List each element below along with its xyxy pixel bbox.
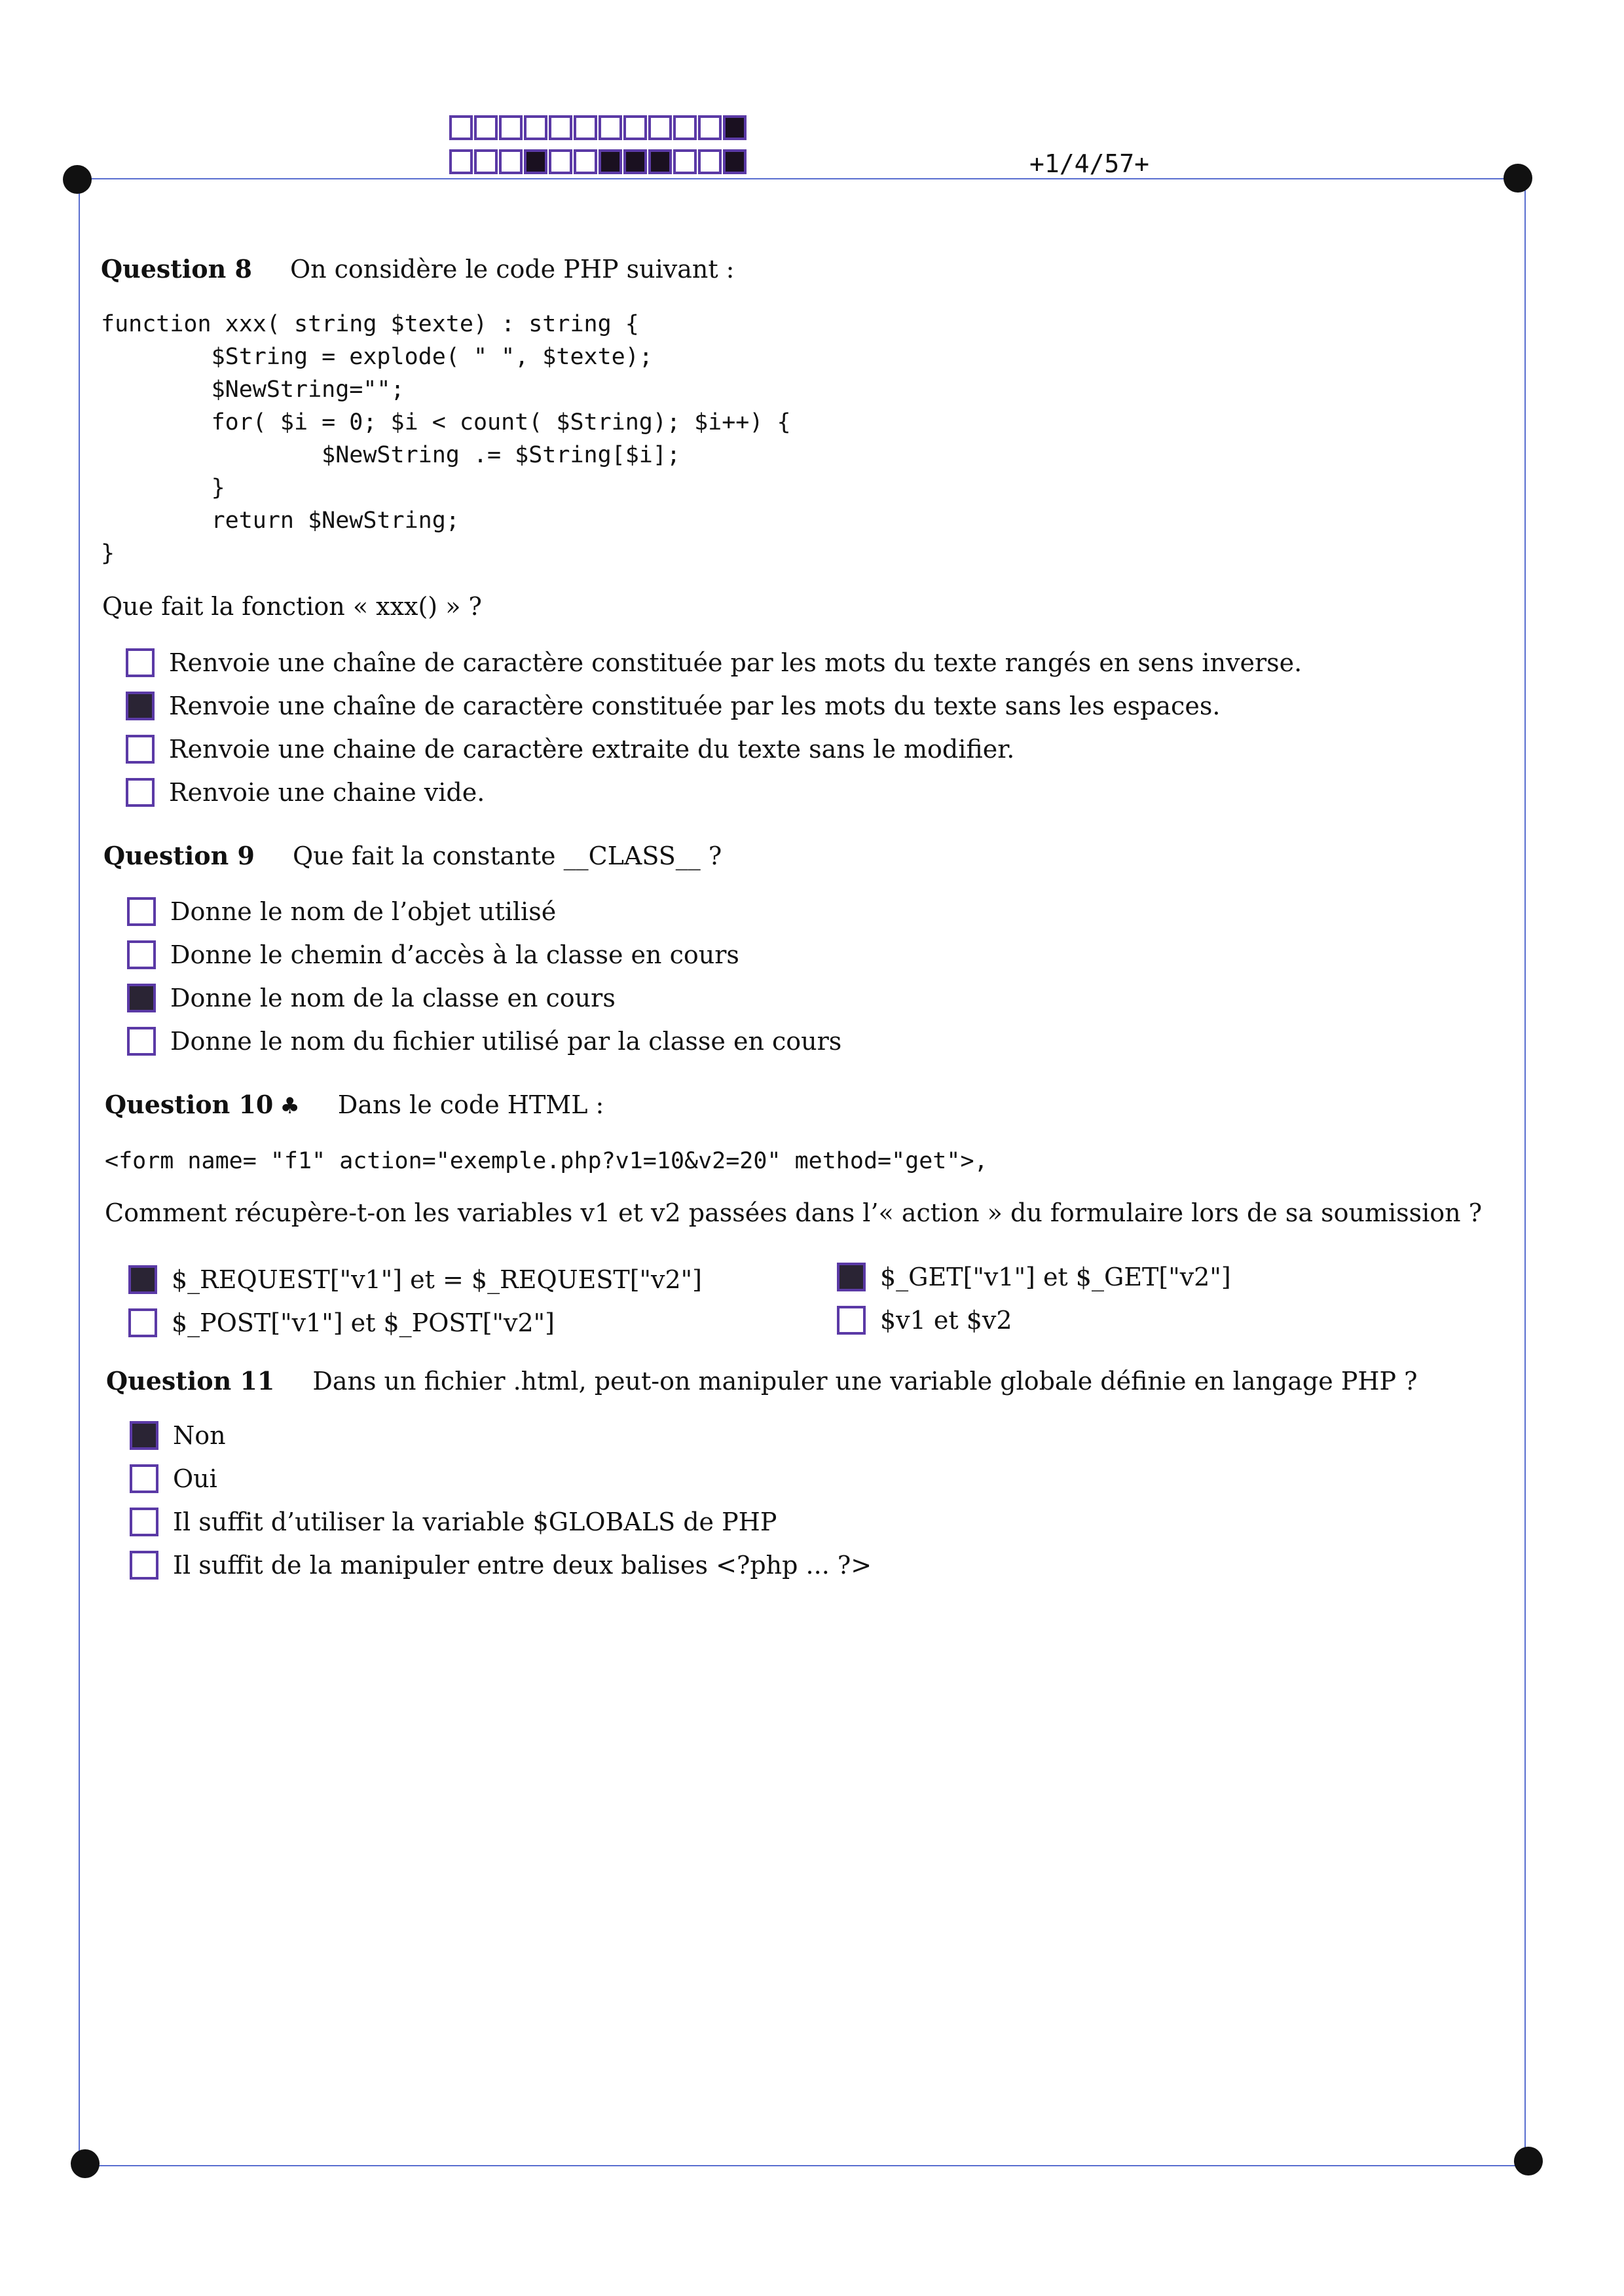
q11-option-3[interactable] [130, 1508, 777, 1536]
checkbox[interactable] [127, 897, 156, 926]
barcode-cell [574, 149, 597, 174]
q11-option-2[interactable] [130, 1464, 217, 1493]
question-9-header [103, 841, 722, 870]
barcode-cell [673, 115, 697, 140]
option-label: $_GET["v1"] et $_GET["v2"] [880, 1263, 1231, 1291]
barcode-cell [599, 149, 622, 174]
barcode-cell [524, 149, 547, 174]
question-11-header [106, 1366, 1418, 1396]
php-code-block: function xxx( string $texte) : string { $String = explode( " ", $texte); $NewString=""; for( $i = 0; $i < count( $String); $i++) { $NewString .= $String[$i]; } return $NewString; } [101, 311, 791, 566]
option-label: Renvoie une chaîne de caractère constituée par les mots du texte sans les espaces. [169, 692, 1221, 720]
barcode-cell [723, 115, 747, 140]
option-label: Renvoie une chaine de caractère extraite du texte sans le modifier. [169, 735, 1015, 764]
corner-mark-top-right [1504, 164, 1532, 193]
q9-option-3[interactable] [127, 984, 616, 1012]
barcode-cell [549, 149, 572, 174]
checkbox[interactable] [126, 735, 155, 764]
question-10-prompt: Comment récupère-t-on les variables v1 et v2 passées dans l’« action » du formulaire lors de sa soumission ? [105, 1198, 1483, 1227]
question-label: Question 9 [103, 841, 255, 870]
barcode-cell [524, 115, 547, 140]
option-label: Renvoie une chaîne de caractère constituée par les mots du texte rangés en sens inverse. [169, 648, 1302, 677]
barcode-cell [623, 115, 647, 140]
option-label: Donne le nom de la classe en cours [170, 984, 616, 1012]
barcode-cell [648, 149, 672, 174]
question-text: On considère le code PHP suivant : [289, 255, 735, 284]
barcode-cell [474, 149, 498, 174]
barcode-cell [623, 149, 647, 174]
q11-option-4[interactable] [130, 1551, 872, 1580]
checkbox[interactable] [130, 1508, 158, 1536]
checkbox[interactable] [130, 1421, 158, 1450]
barcode-cell [499, 149, 523, 174]
id-barcode-row-1 [449, 115, 748, 140]
id-barcode-row-2 [449, 149, 748, 174]
q8-option-3[interactable] [126, 735, 1014, 764]
option-label: $_REQUEST["v1"] et = $_REQUEST["v2"] [172, 1265, 702, 1294]
q9-option-1[interactable] [127, 897, 556, 926]
checkbox[interactable] [127, 984, 156, 1012]
option-label: Oui [173, 1464, 217, 1493]
q8-option-2[interactable] [126, 692, 1220, 720]
barcode-cell [698, 115, 722, 140]
checkbox[interactable] [126, 692, 155, 720]
corner-mark-top-left [63, 165, 92, 194]
question-text: Dans le code HTML : [337, 1090, 604, 1119]
q10-option-1[interactable] [128, 1265, 702, 1294]
barcode-cell [723, 149, 747, 174]
question-8-header [101, 254, 734, 284]
barcode-cell [574, 115, 597, 140]
question-8-prompt: Que fait la fonction « xxx() » ? [102, 592, 482, 621]
page-identifier: +1/4/57+ [1029, 149, 1150, 178]
question-label: Question 10 ♣ [105, 1090, 300, 1119]
barcode-cell [449, 115, 473, 140]
option-label: Donne le nom du fichier utilisé par la classe en cours [170, 1027, 842, 1056]
barcode-cell [499, 115, 523, 140]
checkbox[interactable] [130, 1551, 158, 1580]
barcode-cell [599, 115, 622, 140]
option-label: Il suffit d’utiliser la variable $GLOBALS de PHP [173, 1508, 777, 1536]
checkbox[interactable] [127, 940, 156, 969]
option-label: $v1 et $v2 [880, 1306, 1012, 1335]
q10-option-4[interactable] [837, 1306, 1012, 1335]
barcode-cell [648, 115, 672, 140]
q10-option-2[interactable] [837, 1263, 1231, 1291]
barcode-cell [549, 115, 572, 140]
q11-option-1[interactable] [130, 1421, 226, 1450]
barcode-cell [698, 149, 722, 174]
option-label: Non [173, 1421, 226, 1450]
q9-option-4[interactable] [127, 1027, 841, 1056]
q8-option-1[interactable] [126, 648, 1302, 677]
option-label: $_POST["v1"] et $_POST["v2"] [172, 1308, 555, 1337]
checkbox[interactable] [126, 648, 155, 677]
checkbox[interactable] [127, 1027, 156, 1056]
html-code-line: <form name= "f1" action="exemple.php?v1=10&v2=20" method="get">, [105, 1148, 988, 1174]
question-label: Question 8 [101, 254, 252, 284]
checkbox[interactable] [128, 1265, 157, 1294]
q9-option-2[interactable] [127, 940, 739, 969]
q10-option-3[interactable] [128, 1308, 555, 1337]
question-10-header [105, 1090, 604, 1119]
club-marker-icon: ♣ [280, 1093, 300, 1119]
option-label: Il suffit de la manipuler entre deux balises <?php ... ?> [173, 1551, 872, 1580]
checkbox[interactable] [837, 1263, 866, 1291]
checkbox[interactable] [126, 778, 155, 807]
option-label: Donne le chemin d’accès à la classe en cours [170, 940, 739, 969]
option-label: Renvoie une chaine vide. [169, 778, 485, 807]
barcode-cell [673, 149, 697, 174]
question-text: Dans un fichier .html, peut-on manipuler une variable globale définie en langage PHP ? [312, 1367, 1418, 1396]
question-text: Que fait la constante __CLASS__ ? [292, 842, 722, 870]
corner-mark-bottom-left [71, 2149, 100, 2178]
checkbox[interactable] [837, 1306, 866, 1335]
checkbox[interactable] [128, 1308, 157, 1337]
barcode-cell [474, 115, 498, 140]
option-label: Donne le nom de l’objet utilisé [170, 897, 557, 926]
barcode-cell [449, 149, 473, 174]
q8-option-4[interactable] [126, 778, 485, 807]
corner-mark-bottom-right [1514, 2147, 1543, 2176]
checkbox[interactable] [130, 1464, 158, 1493]
question-label: Question 11 [106, 1366, 275, 1396]
